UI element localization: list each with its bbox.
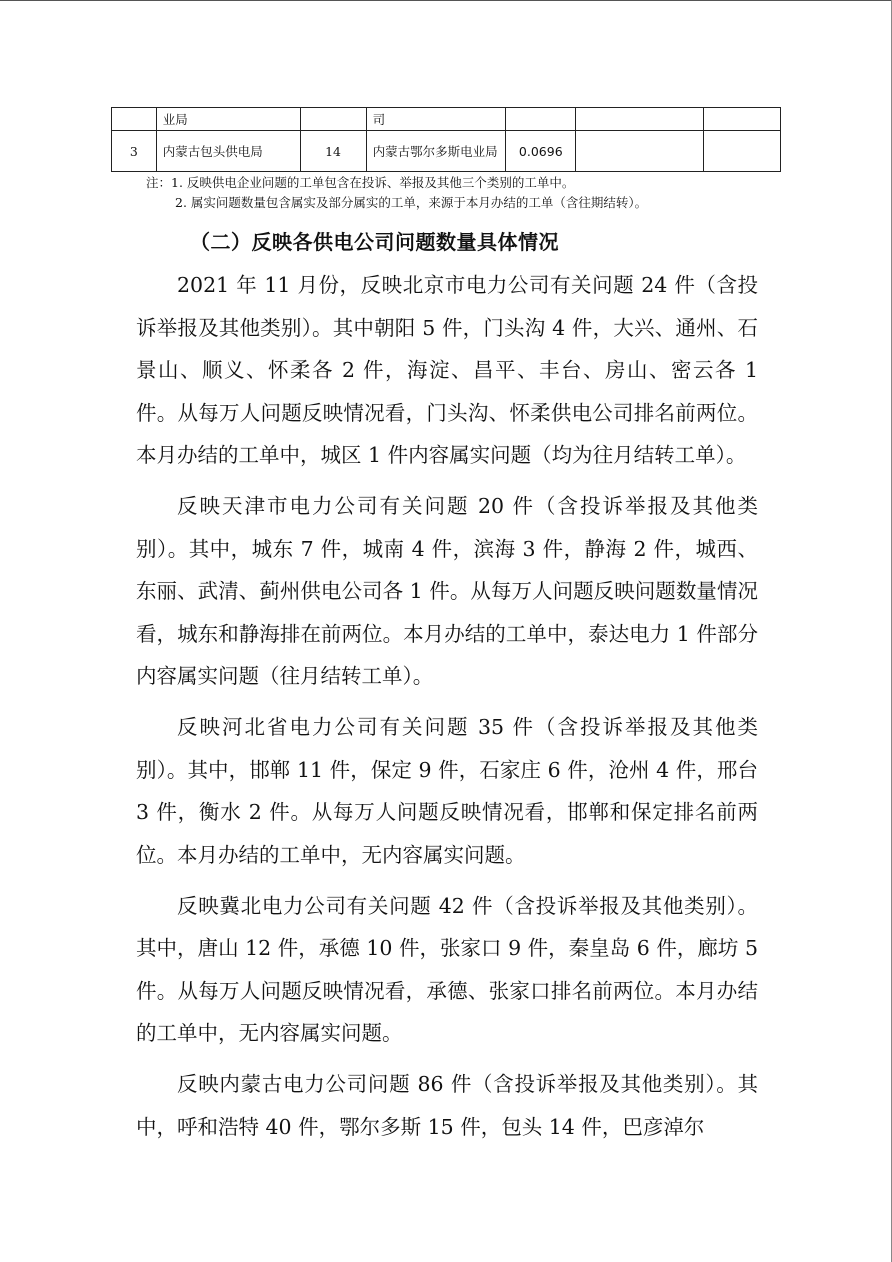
issue-count: 14 [300, 131, 366, 172]
empty-cell [576, 131, 704, 172]
row-number [112, 108, 157, 131]
company-name: 业局 [156, 108, 300, 131]
empty-cell [704, 131, 781, 172]
table-row [112, 131, 781, 172]
note-2: 2. 属实问题数量包含属实及部分属实的工单，来源于本月办结的工单（含往期结转）。 [175, 195, 648, 210]
table-notes [146, 173, 786, 213]
paragraph-beijing: 2021 年 11 月份，反映北京市电力公司有关问题 24 件（含投诉举报及其他类别）。其中朝阳 5 件，门头沟 4 件，大兴、通州、石景山、顺义、怀柔各 2 件，海淀、昌平、丰台、房山、密云各 1 件。从每万人问题反映情况看，门头沟、怀柔供电公司排名前两位。本月办结的工单中，城区 1 件内容属实问题（均为往月结转工单）。 [136, 273, 758, 467]
row-number: 3 [112, 131, 157, 172]
paragraph-jibei: 反映冀北电力公司有关问题 42 件（含投诉举报及其他类别）。其中，唐山 12 件，承德 10 件，张家口 9 件，秦皇岛 6 件，廊坊 5 件。从每万人问题反映情况看，承德、张家口排名前两位。本月办结的工单中，无内容属实问题。 [136, 893, 758, 1045]
ranking-table [111, 107, 781, 172]
company-name-2: 内蒙古鄂尔多斯电业局 [366, 131, 506, 172]
company-name: 内蒙古包头供电局 [156, 131, 300, 172]
issue-count [300, 108, 366, 131]
paragraph-tianjin: 反映天津市电力公司有关问题 20 件（含投诉举报及其他类别）。其中，城东 7 件，城南 4 件，滨海 3 件，静海 2 件，城西、东丽、武清、蓟州供电公司各 1 件。从每万人问题反映问题数量情况看，城东和静海排在前两位。本月办结的工单中，泰达电力 1 件部分内容属实问题（往月结转工单）。 [136, 494, 758, 688]
per-capita-value: 0.0696 [506, 131, 576, 172]
body-text [136, 264, 758, 1157]
empty-cell [576, 108, 704, 131]
paragraph-hebei: 反映河北省电力公司有关问题 35 件（含投诉举报及其他类别）。其中，邯郸 11 件，保定 9 件，石家庄 6 件，沧州 4 件，邢台 3 件，衡水 2 件。从每万人问题反映情况看，邯郸和保定排名前两位。本月办结的工单中，无内容属实问题。 [136, 715, 758, 867]
empty-cell [704, 108, 781, 131]
per-capita-value [506, 108, 576, 131]
note-1: 注：1. 反映供电企业问题的工单包含在投诉、举报及其他三个类别的工单中。 [146, 175, 575, 190]
paragraph-neimenggu: 反映内蒙古电力公司问题 86 件（含投诉举报及其他类别）。其中，呼和浩特 40 件，鄂尔多斯 15 件，包头 14 件，巴彦淖尔 [136, 1072, 758, 1139]
page-top-border [0, 0, 891, 1]
company-name-2: 司 [366, 108, 506, 131]
table-row [112, 108, 781, 131]
section-title: （二）反映各供电公司问题数量具体情况 [190, 230, 559, 254]
